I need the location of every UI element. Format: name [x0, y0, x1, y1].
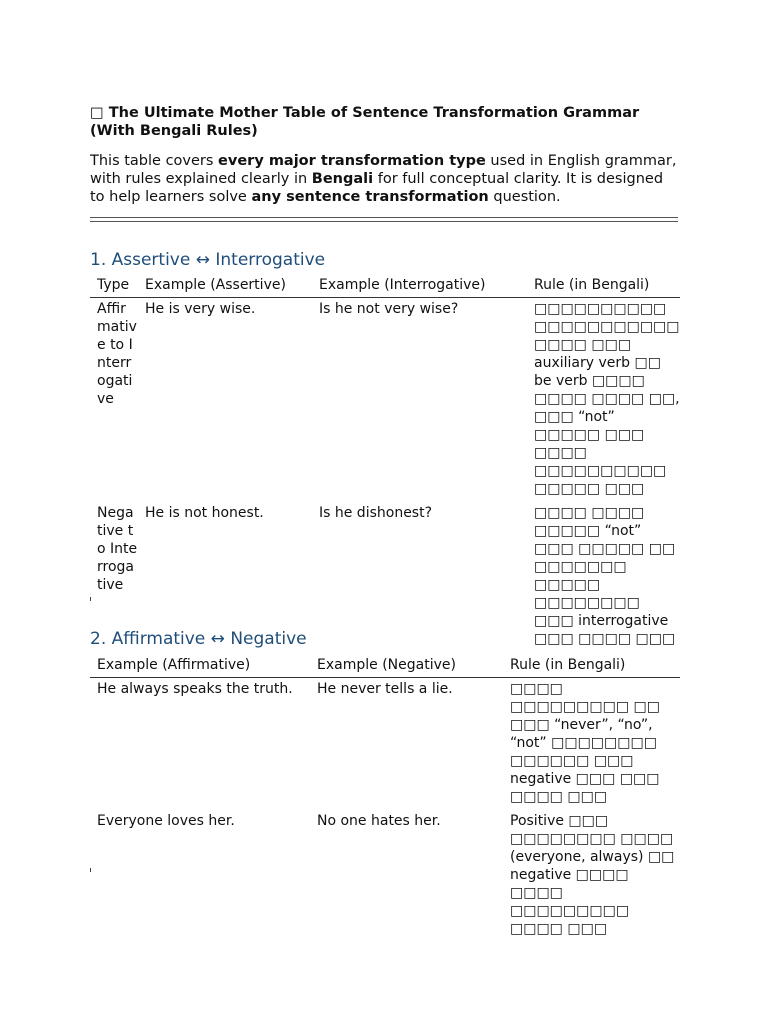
col-header-rule: Rule (in Bengali): [534, 277, 650, 293]
section-2-heading: 2. Affirmative ↔ Negative: [90, 629, 307, 649]
section-1-heading: 1. Assertive ↔ Interrogative: [90, 250, 326, 270]
intro-bold-3: any sentence transformation: [251, 189, 489, 205]
col-header-negative: Example (Negative): [317, 657, 456, 673]
col-header-type: Type: [97, 277, 130, 293]
intro-text-1: This table covers: [90, 153, 219, 169]
intro-bold-1: every major transformation type: [218, 153, 486, 169]
intro-text-2: used in English grammar, with rules explained clearly in: [90, 153, 677, 187]
table-header-row: [90, 276, 680, 298]
interrogative-cell: Is he not very wise?: [319, 301, 459, 317]
intro-text-3: for full conceptual clarity. It is designed to help learners solve: [90, 171, 664, 205]
intro-bold-2: Bengali: [311, 171, 374, 187]
double-divider: [90, 217, 678, 222]
affirmative-cell: Everyone loves her.: [97, 813, 235, 829]
intro-text-4: question.: [488, 189, 561, 205]
intro-paragraph: [90, 152, 680, 206]
title-line-2: (With Bengali Rules): [90, 123, 258, 139]
table-header-row: [90, 656, 680, 678]
affirmative-negative-table: [90, 656, 680, 942]
title-line-1: □ The Ultimate Mother Table of Sentence Transformation Grammar: [90, 105, 640, 121]
table-row: [90, 298, 680, 503]
interrogative-cell: Is he dishonest?: [319, 505, 433, 521]
table-row: [90, 810, 680, 942]
type-cell: Affirmative to Interrogative: [97, 301, 137, 407]
type-cell: Negative to Interrogative: [97, 505, 138, 593]
assertive-cell: He is not honest.: [145, 505, 264, 521]
table-row: [90, 678, 680, 811]
assertive-interrogative-table: [90, 276, 680, 652]
col-header-interrogative: Example (Interrogative): [319, 277, 486, 293]
rule-cell: □□□□□□□□□□ □□□□□□□□□□□ □□□□ □□□ auxiliary verb □□ be verb □□□□ □□□□ □□□□ □□, □□□ “not” □□□□□ □□□ □□□□ □□□□□□□□□□ □□□□□ □□□: [534, 301, 680, 497]
negative-cell: He never tells a lie.: [317, 681, 453, 697]
rule-cell: □□□□ □□□□□□□□□ □□ □□□ “never”, “no”, “not” □□□□□□□□ □□□□□□ □□□ negative □□□ □□□ □□□□ □□□: [510, 681, 660, 805]
rule-cell: □□□□ □□□□ □□□□□ “not” □□□ □□□□□ □□ □□□□□□□ □□□□□ □□□□□□□□ □□□ interrogative □□□ □□□□ □□□: [534, 505, 676, 647]
col-header-assertive: Example (Assertive): [145, 277, 286, 293]
document-title: [90, 104, 680, 140]
assertive-cell: He is very wise.: [145, 301, 256, 317]
affirmative-cell: He always speaks the truth.: [97, 681, 293, 697]
table-end-mark: [90, 597, 91, 601]
col-header-rule: Rule (in Bengali): [510, 657, 626, 673]
rule-cell: Positive □□□ □□□□□□□□ □□□□ (everyone, always) □□ negative □□□□ □□□□ □□□□□□□□□ □□□□ □□□: [510, 813, 675, 937]
col-header-affirmative: Example (Affirmative): [97, 657, 251, 673]
table-end-mark: [90, 868, 91, 872]
negative-cell: No one hates her.: [317, 813, 441, 829]
